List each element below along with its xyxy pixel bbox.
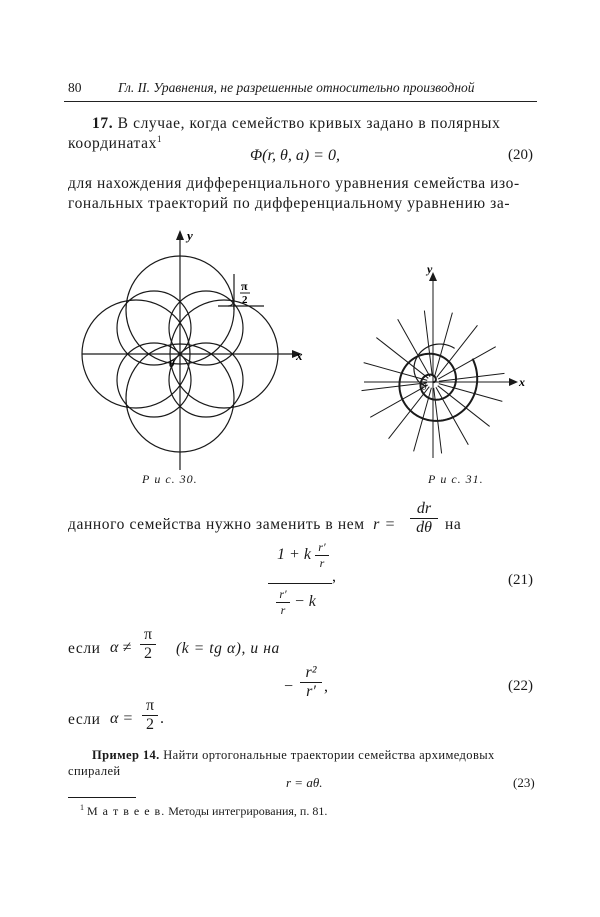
cond2-prefix: если: [68, 711, 101, 728]
figure-31: [360, 258, 535, 463]
example-label: Пример 14.: [92, 748, 160, 762]
fig31-ray: [439, 384, 503, 402]
fig30-x-label: x: [296, 348, 303, 363]
replacement-sentence: данного семейства нужно заменить в нем r =: [68, 516, 396, 533]
para17-line3: для нахождения дифференциального уравнения семейства изо-: [68, 175, 520, 192]
equation-23-number: (23): [513, 775, 535, 790]
fig31-orthogonal-curve: [414, 344, 455, 386]
cond2-period: .: [160, 710, 164, 727]
dr-dtheta-fraction: $\frac{dr}{d\theta}$: [410, 500, 438, 537]
fig30-origin-label: 0: [169, 358, 175, 370]
fig30-y-label: y: [187, 228, 193, 243]
eq22-comma: ,: [324, 678, 328, 695]
fig31-x-arrow: [509, 378, 518, 386]
equation-22-number: (22): [508, 678, 533, 694]
fig31-x-label: x: [519, 375, 525, 389]
r-prime-equals: r =: [373, 516, 396, 533]
example-line2: спиралей: [68, 764, 121, 778]
equation-20: Φ(r, θ, a) = 0,: [250, 147, 340, 164]
equation-21-number: (21): [508, 572, 533, 588]
fig30-angle-numerator: π: [241, 279, 248, 293]
page-number: 80: [68, 80, 82, 95]
para17-line4: гональных траекторий по дифференциальному уравнению за-: [68, 195, 511, 212]
fig31-y-label: y: [427, 262, 433, 276]
fig31-ray: [437, 325, 478, 377]
word-na: на: [445, 516, 462, 533]
fig31-origin-label: 0: [422, 382, 427, 392]
fig31-ray: [424, 311, 432, 377]
eq21-main-fraction-bar: [268, 583, 332, 584]
fig31-ray: [438, 347, 496, 379]
cond1-prefix: если: [68, 640, 101, 657]
running-title: Гл. II. Уравнения, не разрешенные относительно производной: [118, 80, 475, 95]
para17-line2: координатах$^1$: [68, 134, 163, 153]
eq21-numerator: 1 + k $\frac{r'}{r}$: [268, 540, 338, 571]
eq21-comma: ,: [332, 568, 336, 585]
footnote-mark: 1: [156, 134, 163, 144]
example-line1: Пример 14. Найти ортогональные траектории семейства архимедовых: [92, 748, 495, 762]
fig31-ray: [439, 373, 505, 381]
cond2-expr: α =: [110, 710, 134, 727]
equation-23: r = aθ.: [286, 775, 323, 790]
footnote: $^1$ М а т в е е в. Методы интегрирования, п. 81.: [80, 803, 328, 818]
cond1-expr: α ≠: [110, 639, 132, 656]
cond1-paren: (k = tg α), и на: [176, 640, 280, 657]
section-number: 17.: [92, 115, 114, 132]
cond1-fraction: $\frac{\pi}{2}$: [140, 626, 156, 663]
para17-line1: 17. В случае, когда семейство кривых задано в полярных: [92, 115, 501, 132]
eq21-denominator: $\frac{r'}{r}$ − k: [276, 587, 336, 618]
eq22-minus: −: [284, 678, 294, 695]
figure-30-caption: Р и с. 30.: [142, 472, 198, 486]
figure-30: [80, 222, 315, 477]
fig31-ray: [362, 383, 428, 391]
cond2-fraction: $\frac{\pi}{2}$: [142, 697, 158, 734]
equation-20-number: (20): [508, 147, 533, 163]
fig31-ray: [436, 387, 468, 445]
header-rule: [64, 101, 537, 102]
footnote-rule: [68, 797, 136, 798]
fig30-angle-denominator: 2: [242, 294, 248, 306]
fig31-ray: [364, 363, 428, 381]
eq22-fraction: $\frac{\text{r²}}{r'}$: [300, 664, 322, 701]
figure-31-caption: Р и с. 31.: [428, 472, 484, 486]
fig30-y-arrow: [176, 230, 184, 240]
